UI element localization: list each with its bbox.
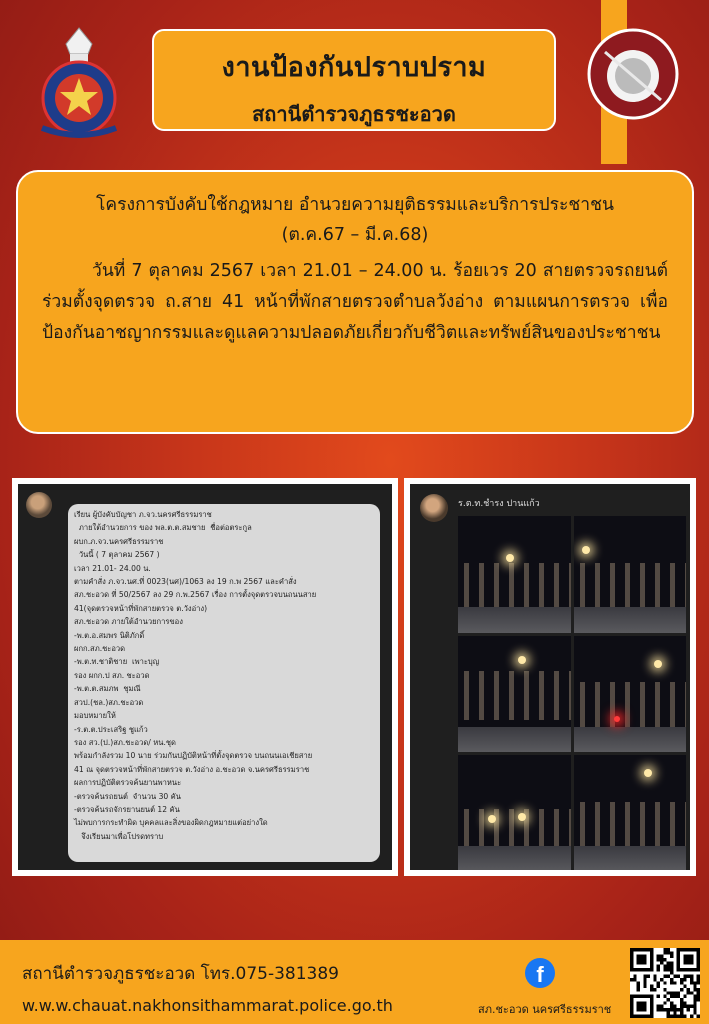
checkpoint-photo[interactable]: [574, 755, 687, 870]
chat-report-card: [12, 478, 398, 876]
chat-message-line: จึงเรียนมาเพื่อโปรดทราบ: [74, 831, 164, 841]
header-title-box: [152, 29, 556, 131]
chat-message-line: ตามคำสั่ง ภ.จว.นศ.ที่ 0023(นศ)/1063 ลง 19 ก.พ 2567 และคำสั่ง: [74, 577, 297, 587]
chat-screenshot: [18, 484, 392, 870]
chat-message-line: -พ.ต.ท.ชาติชาย เพาะบุญ: [74, 657, 160, 667]
project-info-box: [16, 170, 694, 434]
chat-message-line: มอบหมายให้: [74, 711, 116, 721]
royal-police-emblem: [30, 24, 128, 140]
checkpoint-photo[interactable]: [458, 755, 571, 870]
chat-message-bubble: [68, 504, 380, 862]
chat-message-line: เรียน ผู้บังคับบัญชา ภ.จว.นครศรีธรรมราช: [74, 510, 212, 519]
chat-message-line: ผกก.สภ.ชะอวด: [74, 644, 126, 654]
chat-message-line: รอง ผกก.ป สภ. ชะอวด: [74, 670, 150, 680]
qr-code: [630, 948, 700, 1018]
chat-message-line: สภ.ชะอวด ภายใต้อำนวยการของ: [74, 617, 183, 627]
chat-message-line: เวลา 21.01- 24.00 น.: [74, 563, 151, 573]
avatar: [420, 494, 448, 522]
project-period: (ต.ค.67 – มี.ค.68): [281, 225, 429, 245]
station-website[interactable]: w.w.w.chauat.nakhonsithammarat.police.go.th: [22, 996, 393, 1015]
checkpoint-photo[interactable]: [574, 516, 687, 633]
page-title: งานป้องกันปราบปราม: [221, 52, 487, 83]
chat-message-line: รอง สว.(ป.)สภ.ชะอวด/ หน.ชุด: [74, 737, 176, 747]
chat-message-line: ผลการปฏิบัติตรวจค้นยานพาหนะ: [74, 778, 182, 788]
facebook-icon[interactable]: f: [525, 958, 555, 988]
chat-message-line: 41 ณ จุดตรวจหน้าที่พักสายตรวจ ต.วังอ่าง อ.ชะอวด จ.นครศรีธรรมราช: [74, 764, 310, 774]
checkpoint-photo[interactable]: [574, 636, 687, 753]
facebook-page-name[interactable]: สภ.ชะอวด นครศรีธรรมราช: [478, 1003, 612, 1016]
photo-report-card: [404, 478, 696, 876]
chat-message-line: สภ.ชะอวด ที่ 50/2567 ลง 29 ก.พ.2567 เรื่อง การตั้งจุดตรวจบนถนนสาย: [74, 590, 317, 600]
chat-message-line: สวป.(ชล.)สภ.ชะอวด: [74, 697, 144, 707]
chat-message-line: ผบก.ภ.จว.นครศรีธรรมราช: [74, 536, 164, 546]
chat-message-line: -ตรวจค้นรถยนต์ จำนวน 30 คัน: [74, 791, 181, 801]
avatar: [26, 492, 52, 518]
chat-message-line: -ร.ต.ต.ประเสริฐ ชูแก้ว: [74, 724, 148, 734]
chat-message-line: วันนี้ ( 7 ตุลาคม 2567 ): [74, 550, 160, 560]
project-title: โครงการบังคับใช้กฎหมาย อำนวยความยุติธรรมและบริการประชาชน: [96, 195, 614, 215]
checkpoint-photo[interactable]: [458, 516, 571, 633]
chat-message-line: -ตรวจค้นรถจักรยานยนต์ 12 คัน: [74, 804, 180, 814]
chat-message-line: 41(จุดตรวจหน้าที่พักสายตรวจ ต.วังอ่าง): [74, 603, 208, 613]
chat-message-line: -พ.ต.อ.สมพร นิติภักดิ์: [74, 630, 145, 640]
checkpoint-photo[interactable]: [458, 636, 571, 753]
chat-message-line: -พ.ต.ต.สมภพ ชุมณี: [74, 684, 141, 694]
sender-name: ร.ต.ท.ชำรง ปานแก้ว: [458, 499, 540, 509]
project-description: วันที่ 7 ตุลาคม 2567 เวลา 21.01 – 24.00 น. ร้อยเวร 20 สายตรวจรถยนต์ ร่วมตั้งจุดตรวจ ถ.สาย 41 หน้าที่พักสายตรวจตำบลวังอ่าง ตามแผนการตรวจ เพื่อป้องกันอาชญากรรมและดูแลความปลอดภัยเกี่ยวกับชีวิตและทรัพย์สินของประชาชน: [42, 261, 668, 343]
station-phone: สถานีตำรวจภูธรชะอวด โทร.075-381389: [22, 964, 339, 984]
chauat-police-station-logo: [585, 26, 681, 122]
chat-message-line: พร้อมกำลังรวม 10 นาย ร่วมกันปฏิบัติหน้าที่ตั้งจุดตรวจ บนถนนเอเชียสาย: [74, 751, 313, 761]
chat-message-line: ภายใต้อำนวยการ ของ พล.ต.ต.สมชาย ชื่อต่อตระกูล: [74, 523, 252, 533]
station-name: สถานีตำรวจภูธรชะอวด: [252, 102, 456, 126]
chat-photo-screenshot: [410, 484, 690, 870]
checkpoint-photo-grid: [458, 516, 686, 870]
footer-bar: [0, 940, 709, 1024]
chat-message-line: ไม่พบการกระทำผิด บุคคลและสิ่งของผิดกฎหมายแต่อย่างใด: [74, 818, 268, 828]
